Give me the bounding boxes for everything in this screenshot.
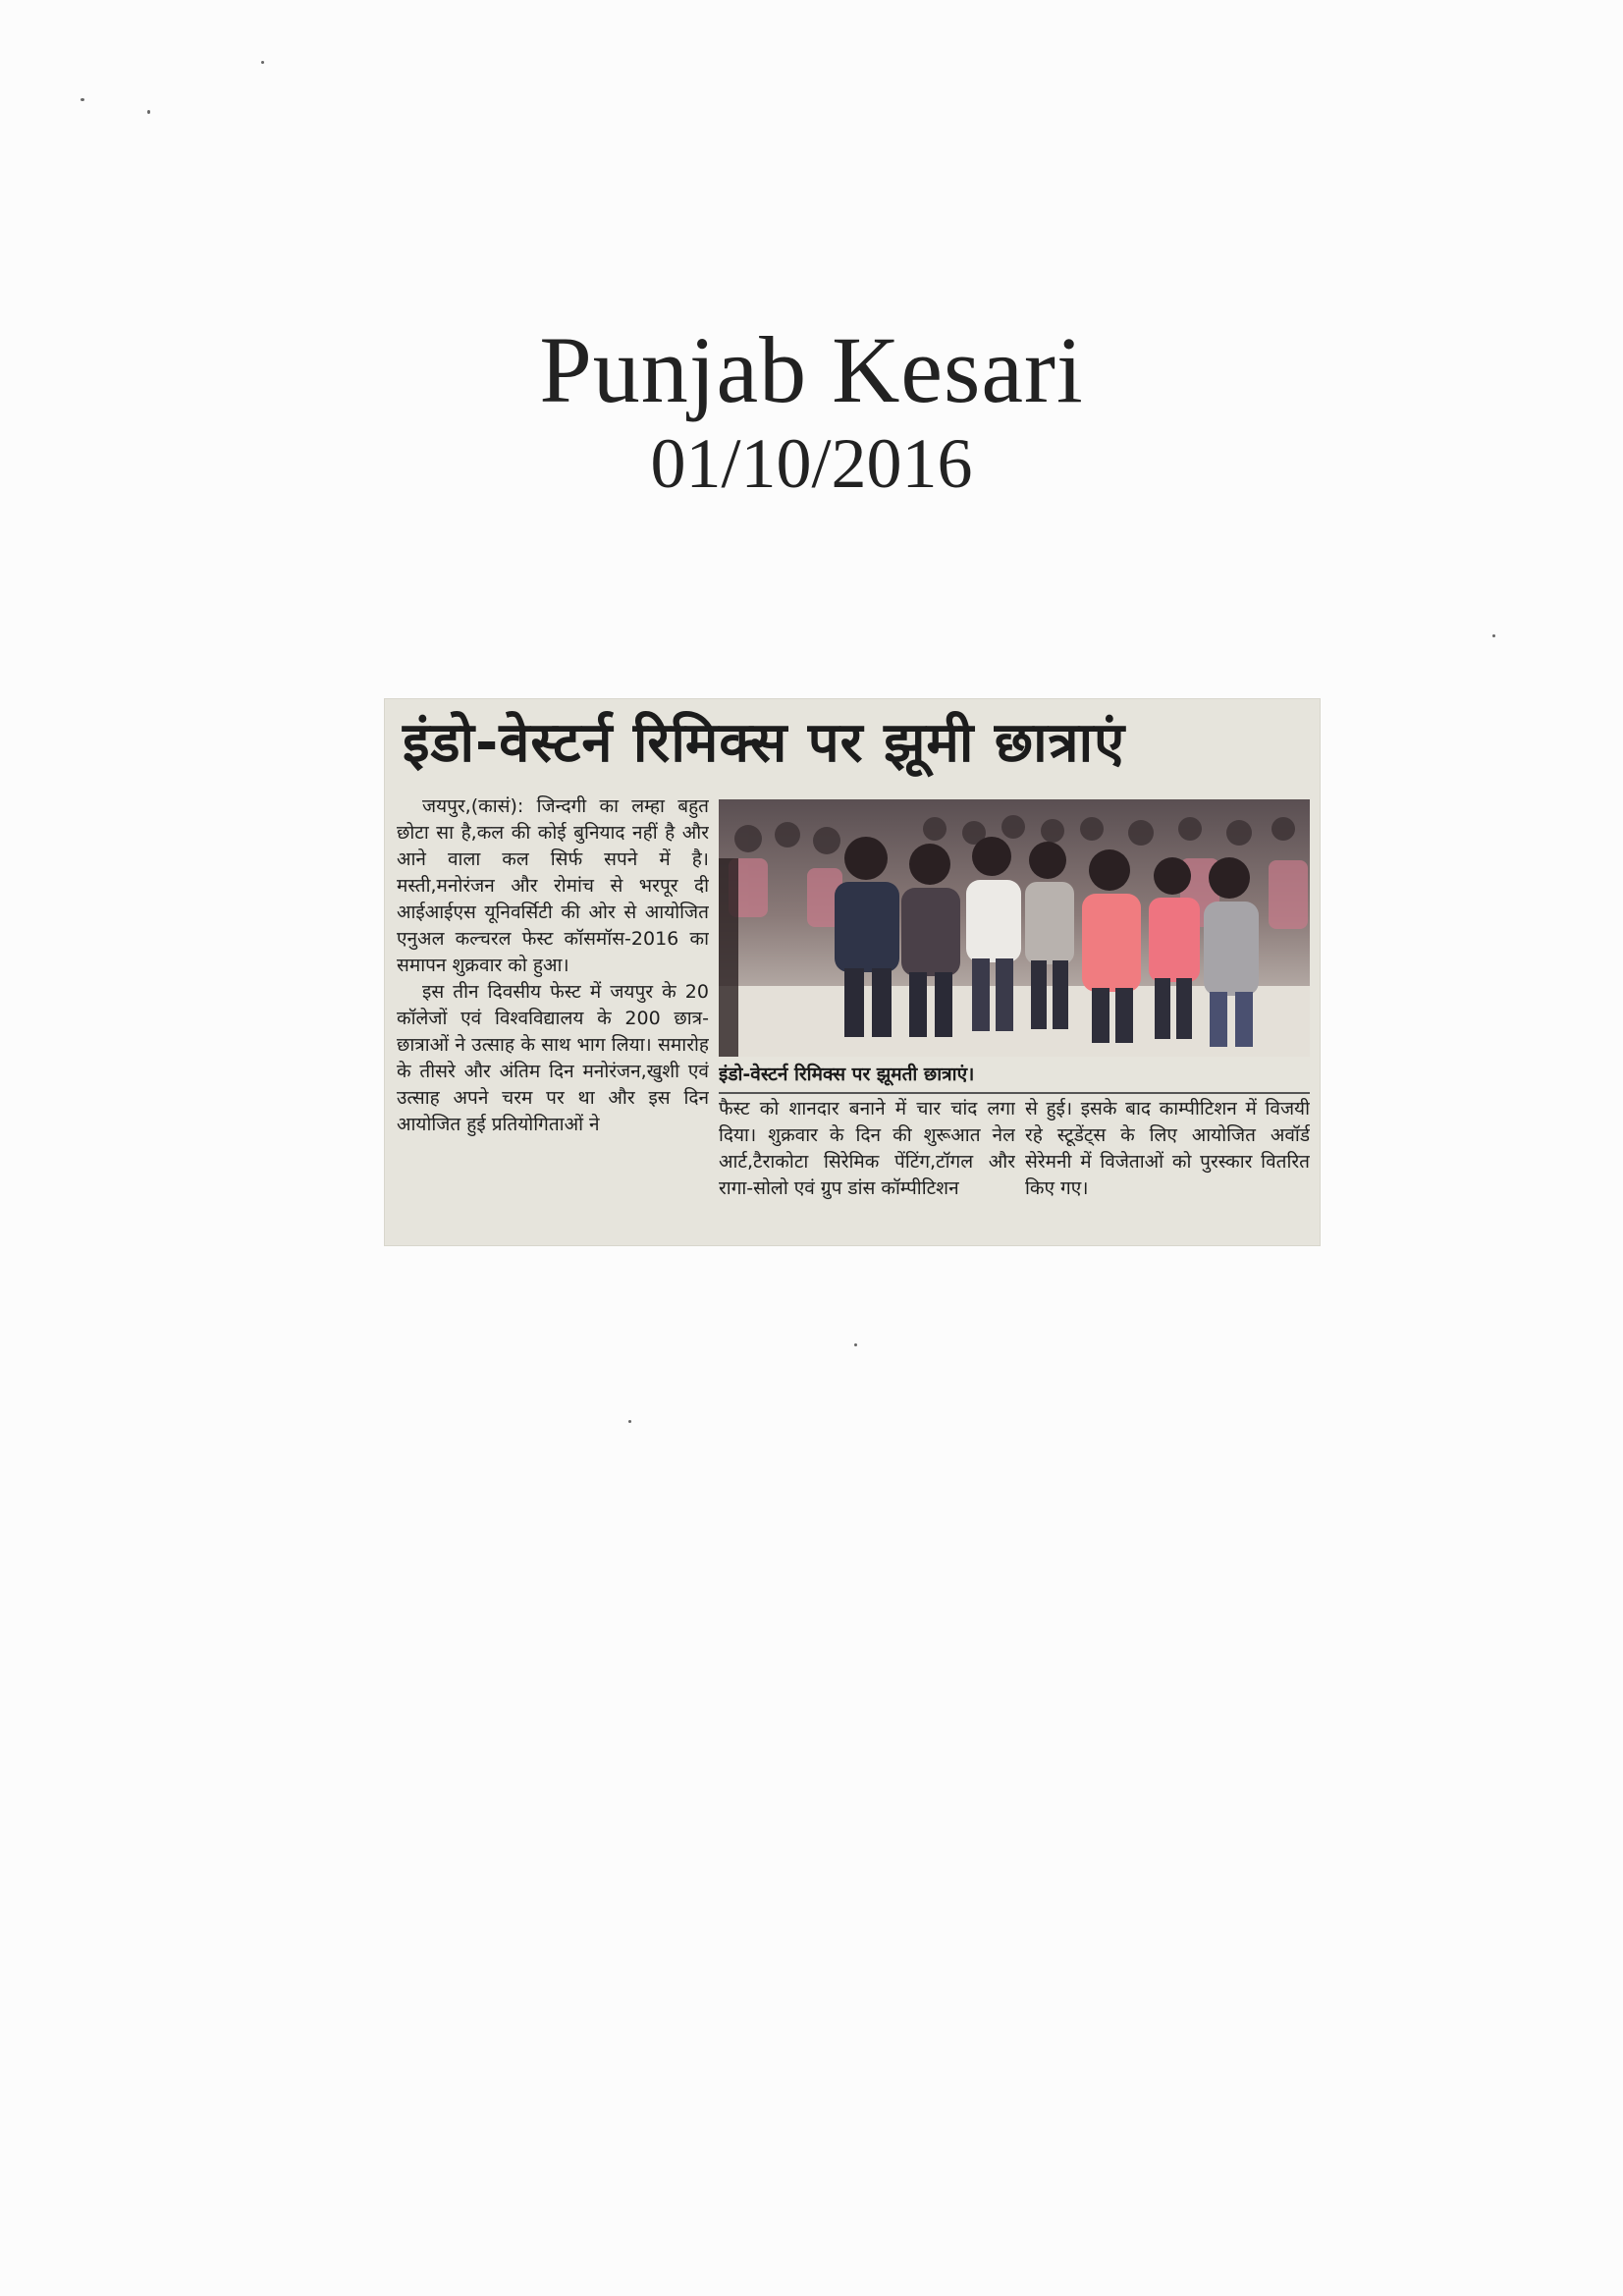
article-column-right [1025,1096,1310,1233]
dancing-students-photo [719,799,1310,1057]
article-headline: इंडो-वेस्टर्न रिमिक्स पर झूमी छात्राएं [403,711,1126,775]
scan-speck [261,61,264,64]
scan-speck [1492,634,1495,637]
article-paragraph: इस तीन दिवसीय फेस्ट में जयपुर के 20 कॉलेजों एवं विश्वविद्यालय के 200 छात्र-छात्राओं ने उत्साह के साथ भाग लिया। समारोह के तीसरे और अंतिम दिन मनोरंजन,खुशी एवं उत्साह अपने चरम पर था और इस दिन आयोजित हुई प्रतियोगिताओं ने [397,981,709,1135]
publication-date: 01/10/2016 [650,424,973,503]
scan-speck [81,98,84,101]
photo-illustration [719,799,1310,1057]
photo-caption: इंडो-वेस्टर्न रिमिक्स पर झूमती छात्राएं। [719,1057,1310,1094]
scan-speck [147,110,150,114]
article-paragraph: फैस्ट को शानदार बनाने में चार चांद लगा दिया। शुक्रवार के दिन की शुरूआत नेल आर्ट,टैराकोटा सिरेमिक पेंटिंग,टॉगल और रागा-सोलो एवं ग्रुप डांस कॉम्पीटिशन [719,1098,1015,1199]
article-column-left [397,793,709,1235]
article-paragraph: जयपुर,(कासं): जिन्दगी का लम्हा बहुत छोटा सा है,कल की कोई बुनियाद नहीं है और आने वाला कल सिर्फ सपने में है। मस्ती,मनोरंजन और रोमांच से भरपूर दी आईआईएस यूनिवर्सिटी की ओर से आयोजित एनुअल कल्चरल फेस्ट कॉसमॉस-2016 का समापन शुक्रवार को हुआ। [397,795,709,976]
publication-name: Punjab Kesari [539,317,1084,422]
scan-speck [628,1420,631,1423]
scan-speck [854,1343,857,1346]
article-column-middle [719,1096,1015,1233]
newspaper-clipping [385,699,1320,1245]
article-paragraph: से हुई। इसके बाद काम्पीटिशन में विजयी रहे स्टूडेंट्स के लिए आयोजित अवॉर्ड सेरेमनी में विजेताओं को पुरस्कार वितरित किए गए। [1025,1098,1310,1199]
